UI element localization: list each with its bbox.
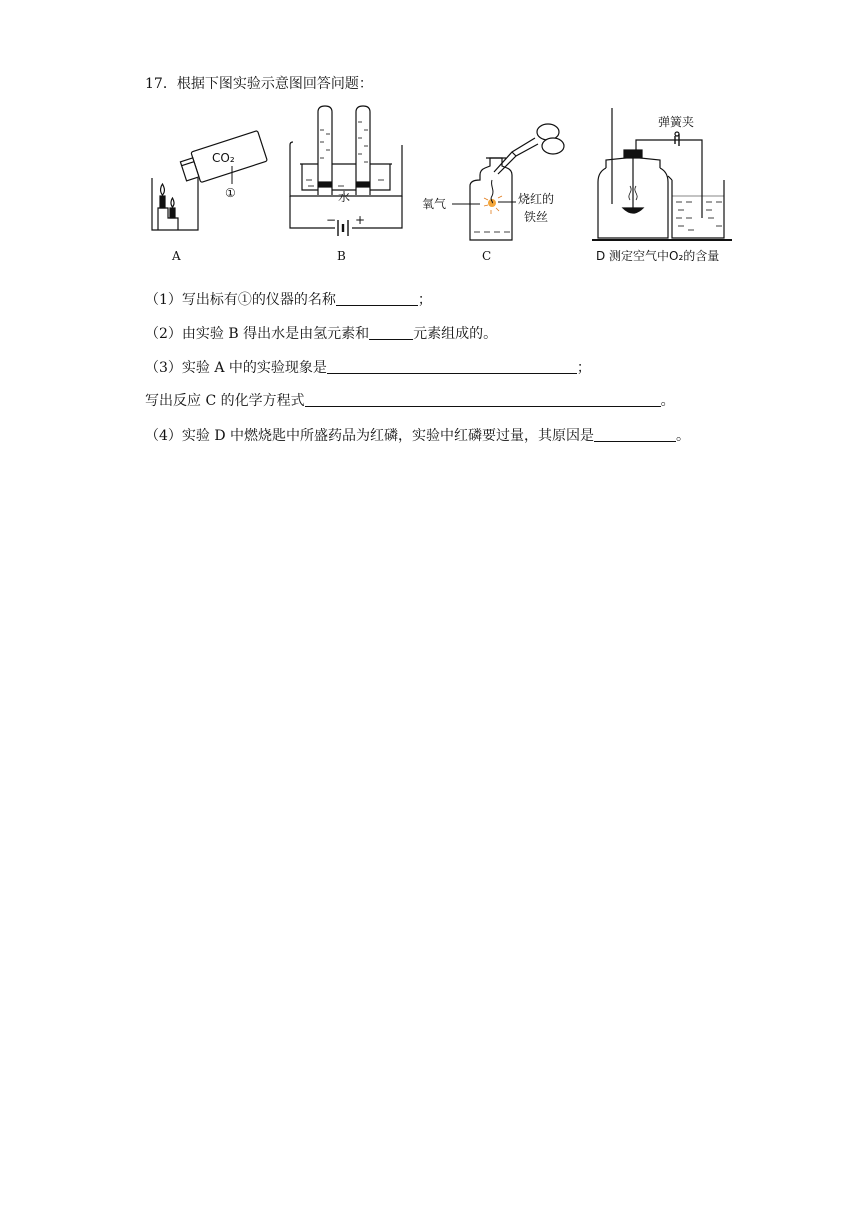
item-3-punct: ； <box>576 360 591 376</box>
answer-blank-5[interactable] <box>594 427 676 442</box>
answer-blank-3[interactable] <box>327 359 577 374</box>
answer-blank-1[interactable] <box>336 291 418 306</box>
item-4-punct: 。 <box>676 428 691 444</box>
item-3b-text: 写出反应 C 的化学方程式 <box>145 393 305 409</box>
water-label: 水 <box>338 190 351 204</box>
experiment-figure <box>140 100 740 270</box>
minus-terminal: − <box>326 213 337 227</box>
item-4 <box>145 425 690 445</box>
item-3 <box>145 357 591 377</box>
item-2-text: （2）由实验 B 得出水是由氢元素和 <box>145 326 370 342</box>
oxygen-label: 氧气 <box>422 197 447 211</box>
item-1-text: （1）写出标有①的仪器的名称 <box>145 292 336 308</box>
answer-blank-2[interactable] <box>369 325 413 340</box>
circled-one: ① <box>225 186 236 200</box>
electrolysis-apparatus <box>290 106 402 236</box>
item-1 <box>145 289 432 309</box>
item-2 <box>145 323 497 343</box>
label-b: B <box>337 249 346 263</box>
item-3-text: （3）实验 A 中的实验现象是 <box>145 360 327 376</box>
beaker-a <box>152 178 198 230</box>
label-d: D 测定空气中O₂的含量 <box>596 249 720 263</box>
item-1-punct: ； <box>417 292 432 308</box>
co2-label: CO₂ <box>212 151 235 165</box>
iron-label-line1: 烧红的 <box>518 192 555 206</box>
item-3b <box>145 390 675 410</box>
plus-terminal: + <box>355 213 366 227</box>
label-a: A <box>172 249 181 263</box>
item-4-text: （4）实验 D 中燃烧匙中所盛药品为红磷，实验中红磷要过量，其原因是 <box>145 428 595 444</box>
burning-iron-wire <box>484 180 502 214</box>
item-3b-punct: 。 <box>660 393 675 409</box>
label-c: C <box>482 249 492 263</box>
iron-label-line2: 铁丝 <box>524 210 549 224</box>
item-2-tail: 元素组成的。 <box>413 326 498 342</box>
answer-blank-4[interactable] <box>305 392 661 407</box>
clamp-label: 弹簧夹 <box>658 115 695 129</box>
question-title: 17．根据下图实验示意图回答问题： <box>145 76 373 92</box>
